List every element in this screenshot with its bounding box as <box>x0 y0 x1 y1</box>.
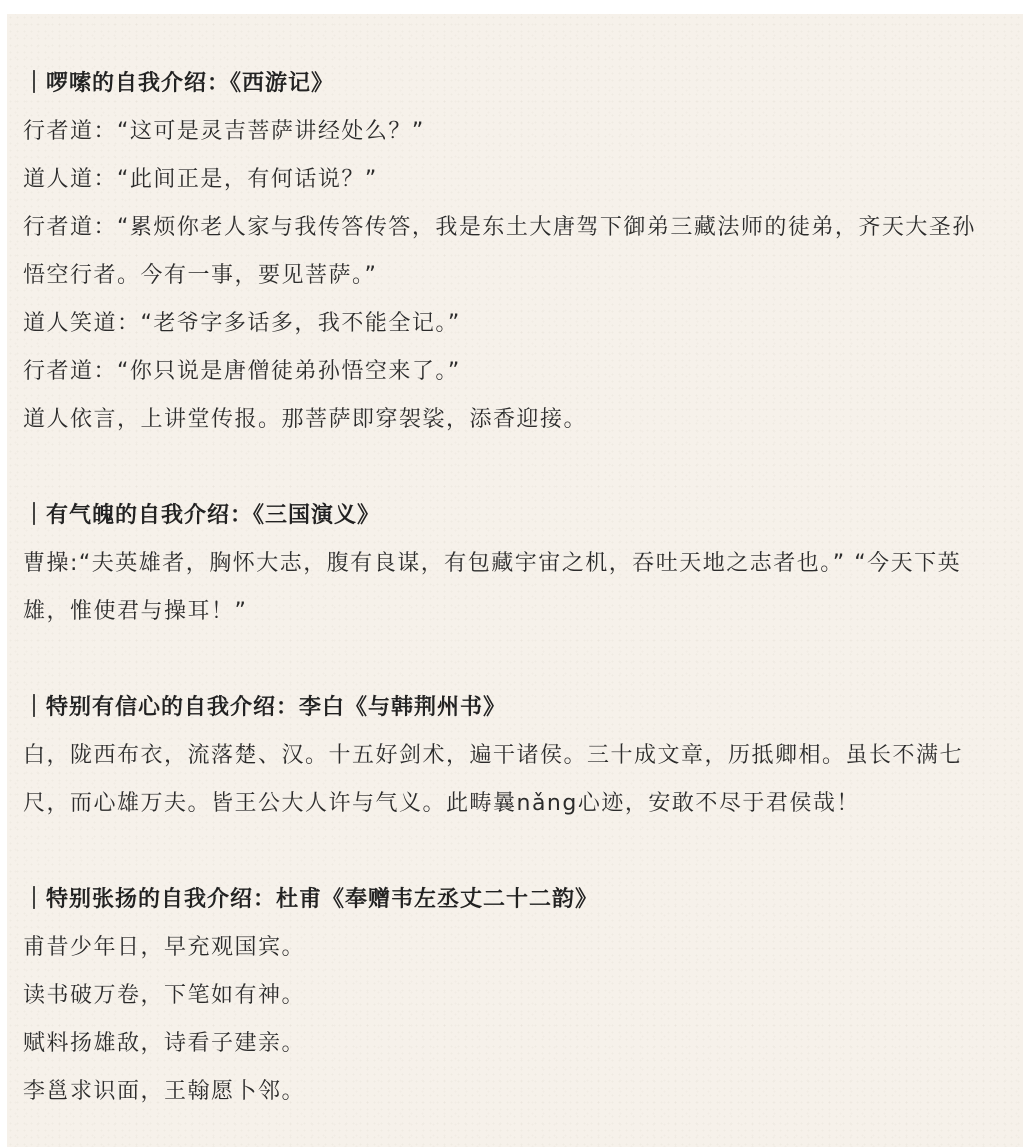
text-line: 行者道：“这可是灵吉菩萨讲经处么？” <box>23 119 425 144</box>
text-line: 曹操:“夫英雄者，胸怀大志，腹有良谋，有包藏宇宙之机，吞吐天地之志者也。” “今天下英雄，惟使君与操耳！” <box>23 551 962 624</box>
text-line: 甫昔少年日，早充观国宾。 <box>23 935 306 960</box>
text-line: 读书破万卷，下笔如有神。 <box>23 983 306 1008</box>
text-line: 白，陇西布衣，流落楚、汉。十五好剑术，遍干诸侯。三十成文章，历抵卿相。虽长不满七尺，而心雄万夫。皆王公大人许与气义。此畴曩nǎng心迹，安敢不尽于君侯哉！ <box>23 743 964 816</box>
section-dufu <box>23 876 1023 1116</box>
section-xiyouji <box>23 60 1023 444</box>
section-heading: ｜啰嗦的自我介绍：《西游记》 <box>23 71 335 96</box>
text-line: 道人笑道：“老爷字多话多，我不能全记。” <box>23 311 461 336</box>
section-sanguo <box>23 492 1023 636</box>
text-line: 李邕求识面，王翰愿卜邻。 <box>23 1079 306 1104</box>
text-line: 行者道：“你只说是唐僧徒弟孙悟空来了。” <box>23 359 461 384</box>
text-line: 行者道：“累烦你老人家与我传答传答，我是东土大唐驾下御弟三藏法师的徒弟，齐天大圣孙悟空行者。今有一事，要见菩萨。” <box>23 215 976 288</box>
section-heading: ｜特别有信心的自我介绍：李白《与韩荆州书》 <box>23 695 507 720</box>
text-line: 道人依言，上讲堂传报。那菩萨即穿袈裟，添香迎接。 <box>23 407 588 432</box>
section-heading: ｜特别张扬的自我介绍：杜甫《奉赠韦左丞丈二十二韵》 <box>23 887 599 912</box>
section-heading: ｜有气魄的自我介绍：《三国演义》 <box>23 503 381 528</box>
text-line: 道人道：“此间正是，有何话说？” <box>23 167 378 192</box>
section-libai <box>23 684 1023 828</box>
article-body <box>7 14 1023 1147</box>
text-line: 赋料扬雄敌，诗看子建亲。 <box>23 1031 306 1056</box>
